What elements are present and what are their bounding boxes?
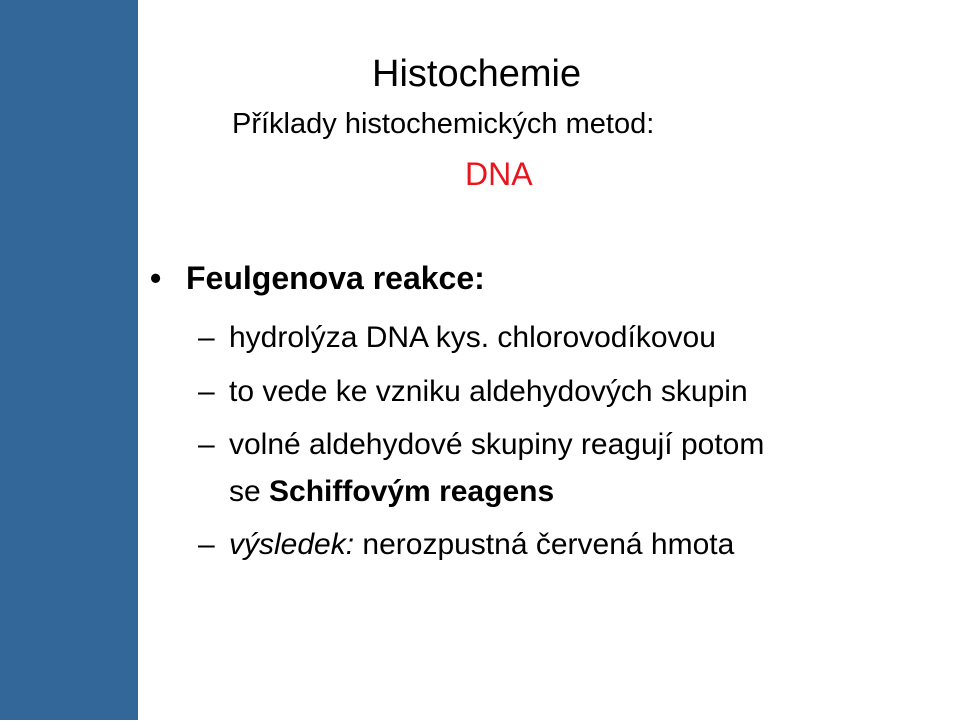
result-label: výsledek:	[229, 528, 355, 561]
slide-title: Histochemie	[372, 53, 582, 95]
bullet-item	[150, 258, 485, 298]
subpoint-continuation	[229, 474, 554, 510]
subpoint-item	[198, 374, 748, 410]
slide-subtitle: Příklady histochemických metod:	[232, 108, 655, 140]
continuation-prefix: se	[229, 475, 270, 508]
subpoint-item	[198, 320, 716, 356]
schiff-reagent-label: Schiffovým reagens	[269, 475, 555, 508]
dash-icon: –	[198, 321, 215, 354]
subpoint-text: nerozpustná červená hmota	[354, 528, 735, 561]
subpoint-text: to vede ke vzniku aldehydových skupin	[229, 375, 748, 408]
dash-icon: –	[198, 428, 215, 461]
sidebar-band	[0, 0, 138, 720]
subpoint-text: volné aldehydové skupiny reagují potom	[229, 428, 765, 461]
bullet-dot-icon: •	[150, 260, 162, 296]
subpoint-item	[198, 527, 734, 563]
dash-icon: –	[198, 375, 215, 408]
subpoint-item	[198, 427, 764, 463]
topic-label: DNA	[465, 156, 533, 192]
bullet-label: Feulgenova reakce:	[186, 260, 485, 296]
dash-icon: –	[198, 528, 215, 561]
subpoint-text: hydrolýza DNA kys. chlorovodíkovou	[229, 321, 716, 354]
